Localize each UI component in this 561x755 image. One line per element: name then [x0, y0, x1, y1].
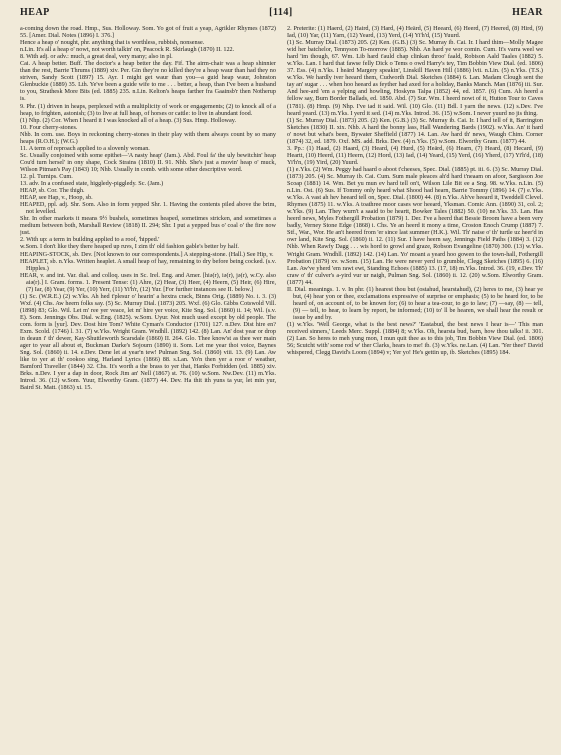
text-columns [20, 25, 543, 743]
paragraph: 8. With adj. or adv.: much, a great deal, very many; also in pl. [20, 53, 173, 61]
paragraph: n.Lin. It's all a heap o' nowt, not worth talkin' on, Peacock R. Skirlaugh (1870) II. 122. [20, 46, 235, 54]
paragraph: (1) Sc. Murray Dial. (1873) 205. (2) Ken. (G.B.) (3) Sc. Murray ib. Cai. Ir. I hard tell of it, Barrington Sketches (1830) II. xix. Nhb. A hard the bonny lass, Hall Wandering Bards (1902). w.Yks. An' it hard o' nowt but what's been, Bywater Sheffield (1877) 14. Lan. Aw hard th' news, Waugh Chim. Corner (1874) 32, ed. 1879. Oxf. MS. add. Brks. Dev. (4) n.Yks. (5) w.Som. Elworthy Gram. (1877) 44. [287, 116, 543, 145]
paragraph: HEAPLET, sb. n.Yks. Written heaplet. A small heap of hay, remaining to dry before being cocked. (s.v. Hipples.) [20, 257, 276, 272]
paragraph: (1) Sc. (W.R.E.) (2) w.Yks. Ah hed t'plesur o' hearin' a hextra crack, Binns Orig. (1889) No. i. 3. (3) Wxf. (4) Chs. Aw heern folks say. (5) Sc. Murray Dial. (1873) 205. Wxf. (6) Glo. Gibbs Cotswold Vill. (1898) 83; Glo. Wil. Let m' ree yer veace, let m' hire yer voice, Kite Sng. Sol. (1860) ii. 14; Wil. (s.v. E). Som. Jennings Obs. Dial. w.Eng. (1825). w.Som. Uyur. Not much used except by old people. The com. form is [yur]. Dev. Dost hire Tom? White Cyman's Conductor (1701) 127. n.Dev. Dist hire en? Exm. Scold. (1746) l. 31. (7) w.Yks. Wright Gram. Wndhll. (1892) 142. (8) Lan. An' dost year or drop in deaun i' th' dewer, Kay-Shuttleworth Scarsdale (1860) II. 264. Glo. Thee know'st as thee wer main ager to year all about et, Buckman Darke's Sojourn (1890) ii. Som. Let me year thoi voice, Baynes Sng. Sol. (1860) ii. 14. e.Dev. Dene let ai year'n tew! Pulman Sng. Sol. (1860) viii. 13. (9) Lan. Aw like to yer at th' cookoo sing, Harland Lyrics (1866) 88. s.Lan. Yo'n then yer a roor o' weather, Bamford Traveller (1844) 32. Chs. It's worth a the brass to yer that, Hanks Forbidden (ed. 1885) xiv. Brks. n.Dev. I yer a dap in door, Rock Jim an' Nell (1867) st. 76. (10) w.Som. Nw.Dev. (11) m.Yks. Introd. 36. (12) w.Som. Yuur, Elworthy Gram. (1877) 44. Dev. Ha thit ith yuns ta yur, let min yur, Baird St. Matt. (1863) xi. 15. [20, 292, 276, 392]
right-column [287, 25, 543, 743]
header-right-word: HEAR [512, 7, 543, 18]
paragraph: 3. Pp.: (1) Haad, (2) Haard, (3) Heard, (4) Hurd, (5) Heärd, (6) Hearn, (7) Heard, (8) Hecard, (9) Heartt, (10) Heerd, (11) Heern, (12) Hord, (13) Iad, (14) Yeard, (15) Yerd, (16) Yherd, (17) Yi'h'd, (18) Yi'h'n, (19) Yird, (20) Yuurd. [287, 144, 543, 166]
paragraph: (1) e.Yks. (2) Wm. Peggy had haard o aboot t'cheeses, Spec. Dial. (1885) pt. iii. 6. (3) Sc. Murray Dial. (1873) 205. (4) Sc. Murray ib. Cai. Cum. Sum male pleaces ah'd hard t'neaam on afoor, Sargisson Joe Scoap (1881) 14. Wm. Bet yu mun ev hard tell on't, Wilson Lile Bit ee a Sng. 98. w.Yks. n.Lin. (5) n.Lin. Ost. (6) Sus. If Tommy only heard what Shood had hearn, Barrie Tommy (1896) 14. (7) e.Yks. w.Yks. A vast ah hev heeard tell on, Spec. Dial. (1800) 44. (8) n.Yks. Ah've heeard it, Tweddell Clevel. Rhymes (1875) 11. w.Yks. A toathree moor cases wor heeard, Yksman. Comic Ann. (1890) 31, col. 2; w.Yks. (9) Lan. They wurn't a saaid to be heartt, Bowker Tales (1882) 50. (10) ne.Yks. 33. Lan. Has heerd news, Myles Fothergill Probation (1879) 1. Der. I've a heerd that Bessie Broom have a been very badly, Verney Stone Edge (1868) i. Chs. Ye an heerd it mony a time, Croston Enoch Crump (1887) 7. Stf., War., Wor. He an't heered from 'er since last summer (H.K.). Wil. Th' naise o' th' turtle uz heer'd in owr land, Kite Sng. Sol. (1860) ii. 12. (11) Sur. I have heern say, Jennings Field Paths (1884) 3. (12) Nhb. When Rawfy Dagg . . . wis hord to growl and graze, Robson Evangeline (1870) 300. (13) w.Yks. Wright Gram. Wndhll. (1892) 142. (14) Lan. Yo' moant a yeard hoo gowen to the town-hall, Fothergill Probation (1879) xv. w.Som. (15) Lan. He were never yerd to grumble, Clegg Sketches (1895) 6. (16) Lan. Aw've yherd 'em rawt ewt, Standing Echoes (1885) 13. (17, 18) m.Yks. Introd. 36. (19, e.Dev. Th' craw o' th' culver's a-yird vur ur naigh, Pulman Sng. Sol. (1860) ii. 12. (20) w.Som. Elworthy Gram. (1877) 44. [287, 165, 543, 286]
paragraph: Sc. Usually conjoined with some epithet—'A nasty heap' (Jam.). Abd. Foul fa' the uly bewitchin' heap Cou'd turn hersel' in ony shape, Cock Strains (1810) II. 91. Nhb. She's just a movin' heap o' muck, Wilson Pitman's Pay (1843) 10; Nhb. Usually in comb. with some other descriptive word. [20, 151, 276, 173]
paragraph: Hence a heap o' nought, phr. anything that is worthless, rubbish, nonsense. [20, 39, 205, 47]
paragraph: HEAPING-STOCK, sb. Dev. [Not known to our correspondents.] A stepping-stone. (Hall.) See Hip, v. [20, 250, 274, 258]
left-column [20, 25, 276, 743]
running-head [20, 7, 543, 21]
page-number: [114] [269, 7, 293, 18]
paragraph: II. Dial. meanings. 1. v. In phr. (1) hearest thou but (ostahud, hearstahud), (2) heres to me, (3) hear ye but, (4) hear yon or thee, exclamations expressive of surprise or emphasis; (5) to be heard for, to be heard of, on account of, to be known for; (6) to hear a tea-cour, to go to law; (7) —say, (8) — tell, (9) — tell, to hear, to learn by report, be informed; (10) to' ll be hearen, we shall hear the result or issue by and by. [287, 285, 543, 321]
paragraph: (1) w.Yks. 'Well George, what is the best news?' 'Eastabud, the best news I hear is—' This man received sinners,' Leeds Merc. Suppl. (1884) 8; w.Yks. Oh, hearsta bud, barn, how thou talks! ii. 301. (2) Lan. So heres to meh yung mon, I mun quit thee as to this job, Tim Bobbin View Dial. (ed. 1806) 56; Scutcht with' some rod w' ther Clarks, hears to me! ib. (3) w.Yks. ne.Lan. (4) Lan. 'Yer thee!' David whispered, Clegg David's Loom (1894) v; Yer yo! He's gettin up, ib. Sketches (1895) 184. [287, 320, 543, 357]
header-left-word: HEAP [20, 7, 50, 18]
paragraph: Cai. A heap better. Buff. The doctor's a heap better the day. Fif. The airm-chair was a heap shinnier than the rest, Barrie Thrums (1889) xiv. Per. Gin they're no killed they're a heap waur than had they no striven, Sandy Scott (1897) 15. Ayr. I might get waur than you—a guid heap waur, Johnston Glenbuckie (1889) 35. Lth. Ye've been a guide wife to me . . . better, a heap, than I've been a husband to you, Strathesk More Bits (ed. 1885) 235. n.Lin. Kelton's heaps farther fra Gaainsb'r then Notherup is. [20, 60, 276, 103]
paragraph: HEAP, sb. Cor. The thigh. [20, 187, 85, 195]
paragraph: Shr. In other markets it means 9½ bushels, sometimes heaped, sometimes stricken, and sometimes a medium between both, Marshall Review (1818) II. 294; Shr. I put a yepped bus o' coal o' the fire now just. [20, 215, 276, 237]
paragraph: 13. adv. In a confused state, higgledy-piggledy. Sc. (Jam.) [20, 180, 164, 188]
paragraph: w.Som. I don't like they there heaped up ruvs, I zim th' old fashion gable's better by half. [20, 243, 239, 251]
paragraph: (1) Nhp. (2) Cor. When I heard it I was knocked all of a heap. (3) Sus. Hmp. Holloway. [20, 116, 236, 124]
paragraph: 9. Phr. (1) driven in heaps, perplexed with a multiplicity of work or engagements; (2) to knock all of a heap, to frighten, astonish; (3) to live at full heap, of horses or cattle: to live in abundant food. [20, 102, 276, 117]
paragraph: HEAR, v. and int. Var. dial. and colloq. uses in Sc. Irel. Eng. and Amer. [hiə(r), iə(r), jə(r), w.Cy. also aiə(r).] I. Gram. forms. 1. Present Tense: (1) Ahre, (2) Hear, (3) Heer, (4) Heern, (5) Heir, (6) Hire, (7) Iar, (8) Year, (9) Yer, (10) Yerr, (11) Yi'h'r, (12) Yur. [For further instances see II. below.] [20, 271, 276, 293]
paragraph: a-coming down the road. Hmp., Sus. Holloway. Som. Yo got of fruit a yeap, Agrikler Rhymes (1872) 55. [Amer. Dial. Notes (1896) I. 376.] [20, 25, 276, 40]
paragraph: 12. pl. Turnips. Cum. [20, 172, 73, 180]
paragraph: 11. A term of reproach applied to a slovenly woman. [20, 144, 150, 152]
paragraph: Nhb. In com. use. Boys in reckoning cherry-stones in their play with them always count by so many heaps (R.O.H.); (W.G.) [20, 130, 276, 145]
paragraph: (1) Sc. Murray Dial. (1873) 205. (2) Ken. (G.B.) (3) Sc. Murray ib. Cai. Ir. I hard thim—Molly Magee wid her batchelor, Tennyson To-morrow (1885). Nhb. An hard ye wor comin. Cum. It's varra weel we hard 'im though, 67. Wm. Lib hard t'auld chap clinkan throo' faald, Robison Aald Taales (1882) 5. w.Yks. Lan. I hard that fawse felly Dick o Tems o owd Harry's tey, Tim Bobbin View Dial. (ed. 1806) 37. Ess. (4) n.Yks. I heärd Margery speakin', Linskill Haven Hill (1886) lvii. n.Lin. (5) n.Yks. (T.S.) w.Yks. We hardly iver heeard them, Cudworth Dial. Sketches (1884) 6. Lan. Madam Clough sent the tay an' sugar . . . when hoo heeard as feyther had axed for a holiday, Banks Manch. Man (1876) iii. Sur. And hee-ard 'em a yelping and howling, Hoskyns Talpa (1852) 44, ed. 1857. (6) Cum. Ah heerd a fellow say, Burn Border Ballads, ed. 1850. Abd. (7) Sur. Wm. I heerd nowt of it, Hutton Tour to Caves (1781). (8) Hmp. (9) Nhp. I've iad it said. Wil. (10) Glo. (11) Bdl. I yarn the news. (12) s.Dev. I've heard yeard. (13) m.Yks. I yerd it sed. (14) m.Yks. Introd. 36. (15) w.Som. I never yuurd no jis thing. [287, 39, 543, 117]
paragraph: HEAPED, ppl. adj. Shr. Som. Also in form yepped Shr. 1. Having the contents piled above the brim, not levelled. [20, 201, 276, 216]
paragraph: HEAP, see Hap, v., Hoop, sb. [20, 194, 93, 202]
paragraph: 2. With up: a term in building applied to a roof, 'hipped.' [20, 236, 160, 244]
paragraph: 2. Preterite: (1) Haerd, (2) Haird, (3) Hard, (4) Heärd, (5) Heeard, (6) Heerd, (7) Heered, (8) Hird, (9) Iad, (10) Yar, (11) Yarn, (12) Yeard, (13) Yerd, (14) Yi'h'd, (15) Yuurd. [287, 25, 543, 40]
paragraph: 10. Four cherry-stones. [20, 123, 78, 131]
